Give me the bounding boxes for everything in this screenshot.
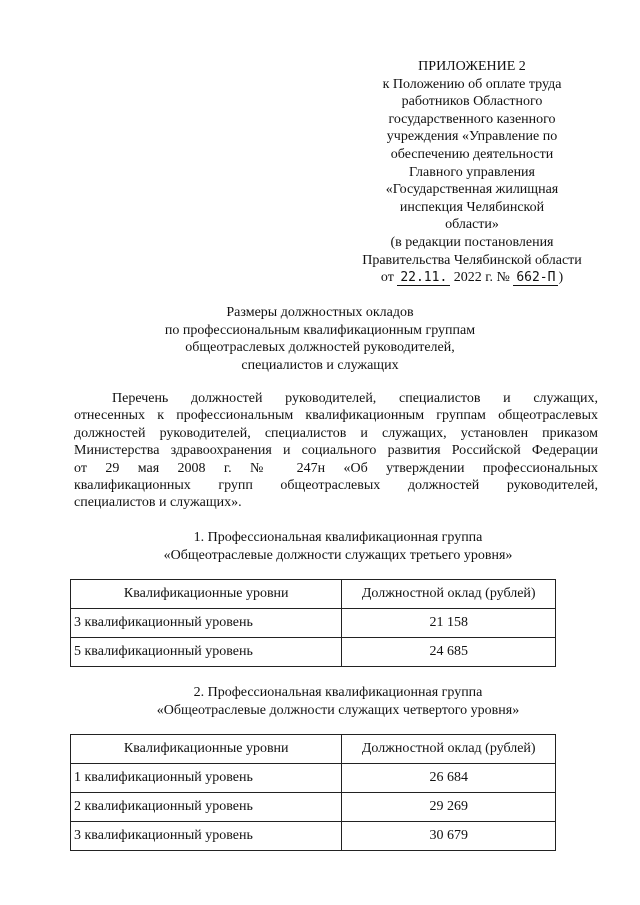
- intro-paragraph: [74, 390, 598, 512]
- column-header-level: Квалификационные уровни: [71, 580, 342, 609]
- group1-heading: [60, 529, 616, 565]
- group2-heading: [60, 684, 616, 720]
- title-line: общеотраслевых должностей руководителей,: [185, 340, 455, 355]
- group1-heading-line: «Общеотраслевые должности служащих третьего уровня»: [163, 548, 513, 563]
- appendix-line: (в редакции постановления: [390, 234, 554, 250]
- salary-cell: 29 269: [342, 793, 556, 822]
- appendix-line: Главного управления: [409, 164, 535, 180]
- table-header-row: [71, 735, 556, 764]
- title-line: Размеры должностных окладов: [226, 305, 414, 320]
- paragraph-line: Перечень должностей руководителей, специалистов и служащих,: [112, 391, 598, 406]
- group2-heading-line: 2. Профессиональная квалификационная группа: [193, 685, 483, 700]
- level-cell: 2 квалификационный уровень: [71, 793, 342, 822]
- table-row: [71, 793, 556, 822]
- paragraph-line: Министерства здравоохранения и социального развития Российской Федерации: [74, 443, 598, 459]
- level-cell: 5 квалификационный уровень: [71, 638, 342, 667]
- group2-heading-line: «Общеотраслевые должности служащих четвертого уровня»: [156, 703, 520, 718]
- appendix-line: «Государственная жилищная: [385, 182, 559, 198]
- date-prefix: от: [380, 270, 394, 286]
- date-middle: 2022 г. №: [453, 270, 510, 286]
- level-cell: 1 квалификационный уровень: [71, 764, 342, 793]
- appendix-line: Правительства Челябинской области: [362, 252, 582, 268]
- paragraph-line: отнесенных к профессиональным квалификационным группам общеотраслевых: [74, 408, 598, 424]
- salary-cell: 21 158: [342, 609, 556, 638]
- table-row: [71, 764, 556, 793]
- date-suffix: ): [558, 270, 564, 286]
- column-header-level: Квалификационные уровни: [71, 735, 342, 764]
- column-header-salary: Должностной оклад (рублей): [342, 735, 556, 764]
- salary-cell: 30 679: [342, 822, 556, 851]
- salary-cell: 26 684: [342, 764, 556, 793]
- appendix-line: обеспечению деятельности: [390, 146, 554, 162]
- group2-table: [70, 734, 556, 851]
- appendix-line: ПРИЛОЖЕНИЕ 2: [418, 59, 526, 74]
- paragraph-line: от 29 мая 2008 г. № 247н «Об утверждении профессиональных: [74, 460, 598, 476]
- appendix-date-line: [356, 269, 588, 287]
- paragraph-line: квалификационных групп общеотраслевых должностей руководителей,: [74, 478, 598, 494]
- appendix-line: области»: [445, 217, 499, 233]
- table-row: [71, 638, 556, 667]
- appendix-line: инспекция Челябинской: [399, 199, 545, 215]
- resolution-number: 662-П: [513, 270, 558, 286]
- table-header-row: [71, 580, 556, 609]
- salary-cell: 24 685: [342, 638, 556, 667]
- paragraph-line: специалистов и служащих».: [74, 495, 242, 511]
- title-line: специалистов и служащих: [241, 357, 399, 373]
- group1-table: [70, 579, 556, 667]
- appendix-line: работников Областного: [401, 94, 543, 110]
- paragraph-line: должностей руководителей, специалистов и служащих, установлен приказом: [74, 425, 598, 441]
- appendix-line: государственного казенного: [388, 111, 556, 127]
- column-header-salary: Должностной оклад (рублей): [342, 580, 556, 609]
- level-cell: 3 квалификационный уровень: [71, 822, 342, 851]
- appendix-line: к Положению об оплате труда: [382, 76, 562, 92]
- group1-heading-line: 1. Профессиональная квалификационная группа: [193, 530, 483, 545]
- title-line: по профессиональным квалификационным группам: [164, 322, 476, 338]
- resolution-date: 22.11.: [397, 270, 450, 286]
- table-row: [71, 609, 556, 638]
- level-cell: 3 квалификационный уровень: [71, 609, 342, 638]
- table-row: [71, 822, 556, 851]
- appendix-line: учреждения «Управление по: [386, 129, 558, 145]
- document-title: [60, 304, 580, 374]
- appendix-header: [356, 58, 588, 287]
